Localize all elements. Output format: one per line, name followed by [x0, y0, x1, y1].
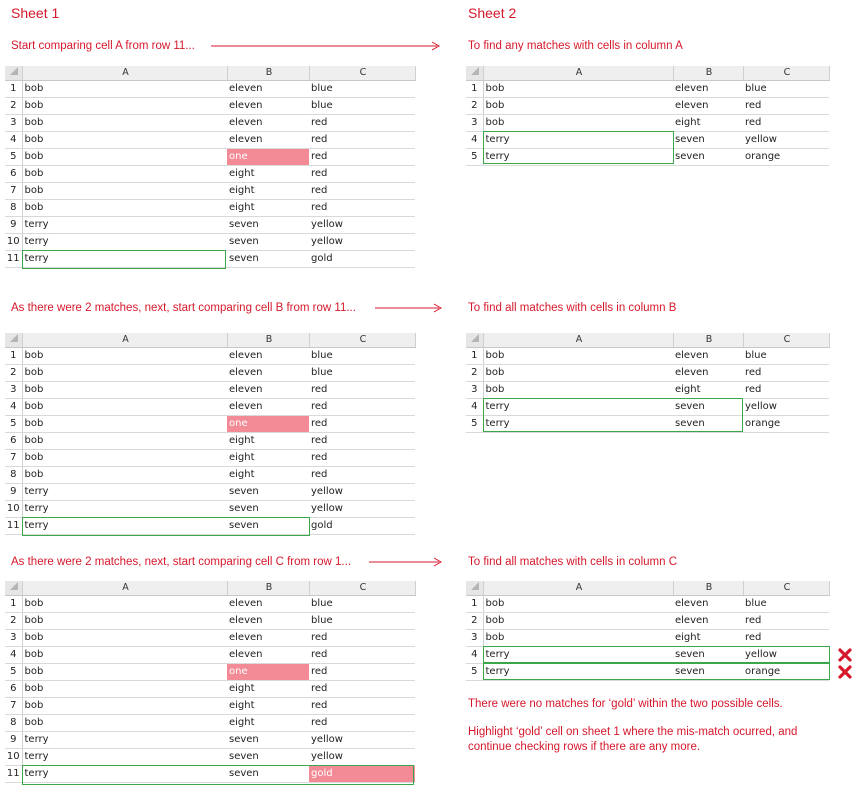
- row-number[interactable]: 4: [466, 399, 483, 416]
- column-header[interactable]: B: [673, 581, 743, 596]
- cell-a[interactable]: bob: [22, 681, 227, 698]
- table-row: [5, 149, 415, 166]
- row-number[interactable]: 8: [5, 200, 22, 217]
- row-number[interactable]: 3: [466, 382, 483, 399]
- cell-b[interactable]: eleven: [673, 365, 743, 382]
- cell-c[interactable]: yellow: [309, 501, 415, 518]
- arrow-right-icon: [369, 557, 443, 567]
- row-number[interactable]: 5: [5, 416, 22, 433]
- table-row: [466, 365, 829, 382]
- cell-a[interactable]: bob: [22, 450, 227, 467]
- cell-c[interactable]: red: [309, 664, 415, 681]
- corner-triangle-icon: [471, 334, 479, 342]
- cell-a[interactable]: bob: [22, 365, 227, 382]
- cell-a[interactable]: bob: [22, 149, 227, 166]
- cell-a[interactable]: terry: [22, 484, 227, 501]
- table-row: [5, 416, 415, 433]
- cell-c[interactable]: yellow: [743, 647, 829, 664]
- cell-b[interactable]: eight: [227, 715, 309, 732]
- cell-c[interactable]: blue: [309, 596, 415, 613]
- table-row: [466, 98, 829, 115]
- row-number[interactable]: 1: [5, 81, 22, 98]
- cell-a[interactable]: bob: [22, 698, 227, 715]
- cell-a[interactable]: bob: [483, 115, 673, 132]
- row-number[interactable]: 1: [466, 596, 483, 613]
- cell-c[interactable]: red: [309, 698, 415, 715]
- row-number[interactable]: 5: [5, 664, 22, 681]
- column-header[interactable]: A: [22, 581, 227, 596]
- row-number[interactable]: 3: [466, 115, 483, 132]
- table-row: [5, 251, 415, 268]
- cell-b[interactable]: eleven: [227, 596, 309, 613]
- table-row: [466, 348, 829, 365]
- row-number[interactable]: 10: [5, 749, 22, 766]
- row-number[interactable]: 2: [5, 613, 22, 630]
- cell-a[interactable]: bob: [22, 183, 227, 200]
- cell-c[interactable]: blue: [743, 81, 829, 98]
- column-header[interactable]: B: [673, 66, 743, 81]
- cell-b[interactable]: eight: [227, 698, 309, 715]
- cell-a[interactable]: bob: [483, 365, 673, 382]
- cell-a[interactable]: bob: [22, 715, 227, 732]
- sheet2-table-step1: [466, 66, 830, 166]
- cell-a[interactable]: bob: [22, 166, 227, 183]
- cell-a[interactable]: terry: [22, 217, 227, 234]
- cell-a[interactable]: bob: [22, 433, 227, 450]
- cell-c[interactable]: red: [743, 613, 829, 630]
- column-header[interactable]: A: [483, 581, 673, 596]
- cell-b[interactable]: eight: [227, 200, 309, 217]
- row-number[interactable]: 10: [5, 501, 22, 518]
- cell-b[interactable]: eight: [673, 382, 743, 399]
- step3-left-caption: As there were 2 matches, next, start comparing cell C from row 1...: [11, 556, 352, 568]
- sheet2-table-step3: [466, 581, 830, 681]
- cell-c[interactable]: red: [743, 115, 829, 132]
- column-header[interactable]: C: [743, 66, 829, 81]
- table-row: [466, 630, 829, 647]
- cell-b[interactable]: eight: [673, 630, 743, 647]
- cell-a[interactable]: bob: [22, 200, 227, 217]
- table-row: [5, 715, 415, 732]
- row-number[interactable]: 9: [5, 217, 22, 234]
- cell-c[interactable]: blue: [309, 98, 415, 115]
- cell-c[interactable]: red: [309, 166, 415, 183]
- cell-b[interactable]: seven: [227, 501, 309, 518]
- cell-a[interactable]: terry: [22, 732, 227, 749]
- cell-b[interactable]: eleven: [227, 365, 309, 382]
- cell-c[interactable]: blue: [743, 596, 829, 613]
- table-row: [5, 217, 415, 234]
- table-row: [5, 698, 415, 715]
- cell-c[interactable]: red: [309, 647, 415, 664]
- table-row: [5, 234, 415, 251]
- select-all-corner[interactable]: [466, 581, 483, 596]
- table-row: [5, 501, 415, 518]
- cell-b[interactable]: one: [227, 149, 309, 166]
- cell-a[interactable]: bob: [22, 664, 227, 681]
- table-row: [466, 115, 829, 132]
- table-row: [5, 382, 415, 399]
- cell-b[interactable]: eleven: [227, 81, 309, 98]
- cell-a[interactable]: bob: [483, 630, 673, 647]
- cell-a[interactable]: bob: [22, 115, 227, 132]
- cell-b[interactable]: one: [227, 416, 309, 433]
- table-row: [5, 132, 415, 149]
- row-number[interactable]: 1: [466, 81, 483, 98]
- cell-b[interactable]: eight: [227, 183, 309, 200]
- cell-c[interactable]: red: [309, 183, 415, 200]
- cell-b[interactable]: eight: [673, 115, 743, 132]
- cell-c[interactable]: red: [743, 98, 829, 115]
- cell-c[interactable]: red: [743, 382, 829, 399]
- cell-b[interactable]: seven: [227, 234, 309, 251]
- row-number[interactable]: 10: [5, 234, 22, 251]
- cell-b[interactable]: eight: [227, 467, 309, 484]
- row-number[interactable]: 6: [5, 433, 22, 450]
- table-row: [5, 596, 415, 613]
- row-number[interactable]: 2: [5, 98, 22, 115]
- table-row: [5, 467, 415, 484]
- cell-a[interactable]: bob: [22, 348, 227, 365]
- column-header[interactable]: B: [673, 333, 743, 348]
- cell-a[interactable]: bob: [22, 613, 227, 630]
- row-number[interactable]: 3: [5, 115, 22, 132]
- row-number[interactable]: 11: [5, 251, 22, 268]
- column-header[interactable]: C: [309, 66, 415, 81]
- cell-a[interactable]: bob: [483, 348, 673, 365]
- cell-a[interactable]: terry: [22, 501, 227, 518]
- row-number[interactable]: 5: [466, 664, 483, 681]
- column-header[interactable]: C: [309, 581, 415, 596]
- column-header[interactable]: A: [22, 66, 227, 81]
- cell-c[interactable]: yellow: [309, 234, 415, 251]
- corner-triangle-icon: [10, 582, 18, 590]
- column-header[interactable]: C: [743, 333, 829, 348]
- column-header[interactable]: A: [483, 333, 673, 348]
- table-row: [5, 484, 415, 501]
- column-header[interactable]: B: [227, 581, 309, 596]
- cell-a[interactable]: bob: [22, 382, 227, 399]
- row-number[interactable]: 8: [5, 467, 22, 484]
- cell-c[interactable]: red: [309, 149, 415, 166]
- cell-c[interactable]: red: [309, 467, 415, 484]
- cell-a[interactable]: terry: [22, 518, 227, 535]
- cell-c[interactable]: yellow: [309, 749, 415, 766]
- cell-c[interactable]: gold: [309, 518, 415, 535]
- sheet2-table-step2: [466, 333, 830, 433]
- select-all-corner[interactable]: [466, 66, 483, 81]
- cell-a[interactable]: bob: [483, 81, 673, 98]
- row-number[interactable]: 4: [5, 132, 22, 149]
- table-row: [5, 81, 415, 98]
- cell-b[interactable]: seven: [673, 132, 743, 149]
- row-number[interactable]: 1: [5, 596, 22, 613]
- cell-c[interactable]: red: [309, 115, 415, 132]
- cell-c[interactable]: yellow: [743, 399, 829, 416]
- row-number[interactable]: 9: [5, 732, 22, 749]
- table-row: [466, 647, 829, 664]
- cell-b[interactable]: seven: [227, 518, 309, 535]
- row-number[interactable]: 3: [5, 630, 22, 647]
- cell-c[interactable]: yellow: [309, 217, 415, 234]
- table-row: [466, 149, 829, 166]
- row-number[interactable]: 2: [466, 98, 483, 115]
- cell-a[interactable]: terry: [483, 664, 673, 681]
- cell-b[interactable]: eleven: [227, 399, 309, 416]
- table-row: [5, 766, 415, 783]
- select-all-corner[interactable]: [5, 66, 22, 81]
- table-row: [5, 115, 415, 132]
- cell-b[interactable]: eleven: [673, 81, 743, 98]
- table-row: [466, 132, 829, 149]
- cell-b[interactable]: eleven: [673, 98, 743, 115]
- table-row: [5, 365, 415, 382]
- table-row: [5, 732, 415, 749]
- cell-b[interactable]: seven: [673, 647, 743, 664]
- cell-c[interactable]: red: [743, 630, 829, 647]
- column-header[interactable]: A: [483, 66, 673, 81]
- cell-b[interactable]: eleven: [227, 98, 309, 115]
- cell-b[interactable]: seven: [673, 399, 743, 416]
- table-row: [5, 630, 415, 647]
- cell-c[interactable]: red: [309, 132, 415, 149]
- cell-b[interactable]: eleven: [673, 348, 743, 365]
- sheet1-title: Sheet 1: [11, 5, 60, 21]
- table-row: [466, 416, 829, 433]
- cross-icon: [838, 665, 852, 679]
- cell-c[interactable]: yellow: [309, 484, 415, 501]
- cell-b[interactable]: eleven: [227, 115, 309, 132]
- table-row: [466, 596, 829, 613]
- corner-triangle-icon: [10, 67, 18, 75]
- cross-icon: [838, 648, 852, 662]
- step3-right-caption: To find all matches with cells in column C: [468, 556, 677, 568]
- cell-b[interactable]: eleven: [673, 596, 743, 613]
- cell-a[interactable]: terry: [483, 399, 673, 416]
- cell-b[interactable]: seven: [673, 149, 743, 166]
- table-row: [5, 749, 415, 766]
- cell-b[interactable]: seven: [227, 732, 309, 749]
- row-number[interactable]: 11: [5, 766, 22, 783]
- cell-b[interactable]: seven: [673, 416, 743, 433]
- cell-c[interactable]: blue: [309, 81, 415, 98]
- row-number[interactable]: 4: [5, 647, 22, 664]
- cell-b[interactable]: seven: [227, 251, 309, 268]
- cell-c[interactable]: gold: [309, 766, 415, 783]
- cell-a[interactable]: bob: [22, 647, 227, 664]
- table-row: [5, 399, 415, 416]
- cell-b[interactable]: eight: [227, 681, 309, 698]
- row-number[interactable]: 5: [5, 149, 22, 166]
- cell-b[interactable]: seven: [673, 664, 743, 681]
- sheet2-title: Sheet 2: [468, 5, 517, 21]
- row-number[interactable]: 4: [466, 132, 483, 149]
- cell-c[interactable]: orange: [743, 416, 829, 433]
- cell-c[interactable]: orange: [743, 149, 829, 166]
- cell-b[interactable]: eight: [227, 166, 309, 183]
- cell-a[interactable]: bob: [483, 382, 673, 399]
- cell-a[interactable]: terry: [483, 647, 673, 664]
- cell-c[interactable]: orange: [743, 664, 829, 681]
- cell-c[interactable]: red: [309, 399, 415, 416]
- table-row: [5, 450, 415, 467]
- cell-a[interactable]: terry: [483, 416, 673, 433]
- table-row: [5, 518, 415, 535]
- cell-a[interactable]: terry: [483, 132, 673, 149]
- row-number[interactable]: 11: [5, 518, 22, 535]
- row-number[interactable]: 4: [5, 399, 22, 416]
- table-row: [5, 681, 415, 698]
- row-number[interactable]: 6: [5, 681, 22, 698]
- table-row: [466, 664, 829, 681]
- row-number[interactable]: 7: [5, 698, 22, 715]
- arrow-right-icon: [211, 41, 441, 51]
- row-number[interactable]: 3: [466, 630, 483, 647]
- cell-b[interactable]: seven: [227, 766, 309, 783]
- table-row: [5, 664, 415, 681]
- cell-c[interactable]: yellow: [743, 132, 829, 149]
- column-header[interactable]: B: [227, 66, 309, 81]
- cell-b[interactable]: seven: [227, 484, 309, 501]
- cell-a[interactable]: terry: [22, 766, 227, 783]
- cell-c[interactable]: red: [309, 450, 415, 467]
- cell-a[interactable]: terry: [22, 251, 227, 268]
- cell-c[interactable]: red: [309, 630, 415, 647]
- table-row: [5, 348, 415, 365]
- table-row: [5, 613, 415, 630]
- select-all-corner[interactable]: [466, 333, 483, 348]
- cell-c[interactable]: red: [309, 200, 415, 217]
- table-row: [5, 98, 415, 115]
- cell-b[interactable]: one: [227, 664, 309, 681]
- sheet1-table-step2: [5, 333, 416, 535]
- select-all-corner[interactable]: [5, 333, 22, 348]
- column-header[interactable]: C: [309, 333, 415, 348]
- cell-b[interactable]: eleven: [227, 132, 309, 149]
- cell-c[interactable]: blue: [309, 348, 415, 365]
- table-row: [466, 613, 829, 630]
- row-number[interactable]: 4: [466, 647, 483, 664]
- corner-triangle-icon: [471, 582, 479, 590]
- table-row: [5, 200, 415, 217]
- cell-b[interactable]: eleven: [227, 630, 309, 647]
- row-number[interactable]: 9: [5, 484, 22, 501]
- cell-a[interactable]: bob: [22, 596, 227, 613]
- cell-c[interactable]: gold: [309, 251, 415, 268]
- table-row: [466, 382, 829, 399]
- cell-c[interactable]: blue: [309, 613, 415, 630]
- cell-a[interactable]: terry: [483, 149, 673, 166]
- arrow-right-icon: [375, 303, 443, 313]
- cell-b[interactable]: eleven: [227, 647, 309, 664]
- row-number[interactable]: 8: [5, 715, 22, 732]
- table-row: [466, 81, 829, 98]
- column-header[interactable]: B: [227, 333, 309, 348]
- column-header[interactable]: C: [743, 581, 829, 596]
- cell-c[interactable]: red: [309, 715, 415, 732]
- cell-b[interactable]: eight: [227, 450, 309, 467]
- cell-b[interactable]: eleven: [227, 348, 309, 365]
- table-row: [5, 647, 415, 664]
- table-row: [5, 433, 415, 450]
- note-no-match: There were no matches for ‘gold’ within the two possible cells.: [468, 698, 783, 710]
- cell-c[interactable]: red: [309, 416, 415, 433]
- cell-a[interactable]: bob: [483, 596, 673, 613]
- cell-a[interactable]: bob: [22, 399, 227, 416]
- row-number[interactable]: 1: [466, 348, 483, 365]
- cell-a[interactable]: bob: [22, 81, 227, 98]
- cell-a[interactable]: terry: [22, 749, 227, 766]
- row-number[interactable]: 7: [5, 450, 22, 467]
- cell-a[interactable]: bob: [22, 630, 227, 647]
- row-number[interactable]: 2: [466, 365, 483, 382]
- cell-a[interactable]: terry: [22, 234, 227, 251]
- cell-b[interactable]: eleven: [227, 382, 309, 399]
- row-number[interactable]: 3: [5, 382, 22, 399]
- note-highlight: Highlight ‘gold’ cell on sheet 1 where the mis-match ocurred, and continue checking rows if there are any more.: [468, 726, 798, 753]
- select-all-corner[interactable]: [5, 581, 22, 596]
- step2-right-caption: To find all matches with cells in column B: [468, 302, 677, 314]
- column-header[interactable]: A: [22, 333, 227, 348]
- row-number[interactable]: 6: [5, 166, 22, 183]
- cell-c[interactable]: red: [309, 433, 415, 450]
- cell-c[interactable]: blue: [743, 348, 829, 365]
- corner-triangle-icon: [10, 334, 18, 342]
- cell-a[interactable]: bob: [22, 416, 227, 433]
- table-row: [466, 399, 829, 416]
- cell-c[interactable]: red: [309, 382, 415, 399]
- sheet1-table-step3: [5, 581, 416, 783]
- corner-triangle-icon: [471, 67, 479, 75]
- row-number[interactable]: 1: [5, 348, 22, 365]
- row-number[interactable]: 2: [466, 613, 483, 630]
- row-number[interactable]: 5: [466, 416, 483, 433]
- cell-a[interactable]: bob: [22, 98, 227, 115]
- row-number[interactable]: 5: [466, 149, 483, 166]
- cell-a[interactable]: bob: [483, 98, 673, 115]
- table-row: [5, 166, 415, 183]
- step2-left-caption: As there were 2 matches, next, start comparing cell B from row 11...: [11, 302, 356, 314]
- cell-b[interactable]: seven: [227, 217, 309, 234]
- step1-left-caption: Start comparing cell A from row 11...: [11, 40, 195, 52]
- cell-c[interactable]: red: [743, 365, 829, 382]
- row-number[interactable]: 7: [5, 183, 22, 200]
- cell-a[interactable]: bob: [22, 132, 227, 149]
- cell-b[interactable]: eleven: [673, 613, 743, 630]
- cell-a[interactable]: bob: [483, 613, 673, 630]
- cell-b[interactable]: eleven: [227, 613, 309, 630]
- cell-a[interactable]: bob: [22, 467, 227, 484]
- sheet1-table-step1: [5, 66, 416, 268]
- cell-c[interactable]: yellow: [309, 732, 415, 749]
- cell-b[interactable]: seven: [227, 749, 309, 766]
- table-row: [5, 183, 415, 200]
- step1-right-caption: To find any matches with cells in column A: [468, 40, 683, 52]
- row-number[interactable]: 2: [5, 365, 22, 382]
- cell-c[interactable]: blue: [309, 365, 415, 382]
- cell-b[interactable]: eight: [227, 433, 309, 450]
- cell-c[interactable]: red: [309, 681, 415, 698]
